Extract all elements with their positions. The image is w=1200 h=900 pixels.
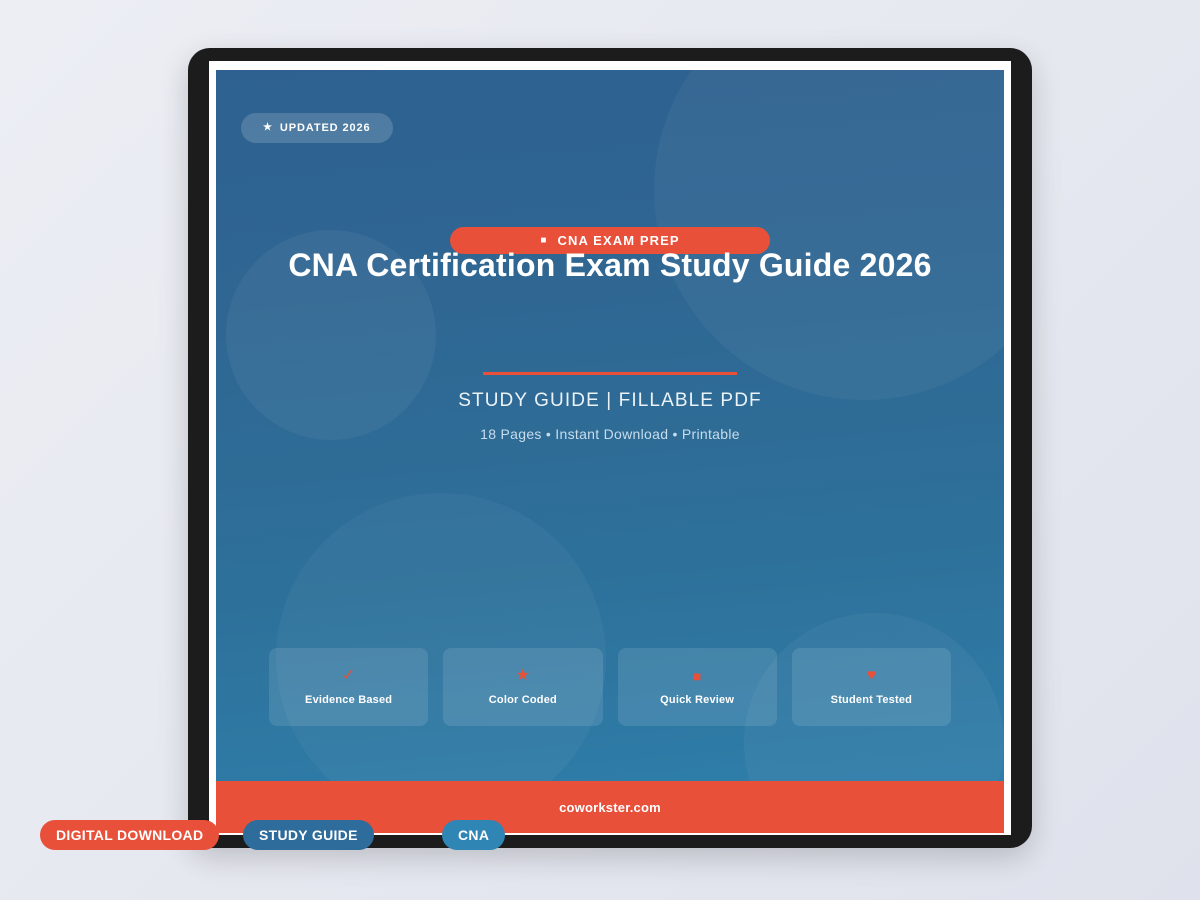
- check-icon: ✓: [341, 667, 356, 684]
- list-item: [618, 648, 777, 726]
- tag-study-guide: STUDY GUIDE: [243, 820, 374, 850]
- star-icon: ★: [263, 122, 273, 133]
- updated-badge-label: UPDATED 2026: [279, 122, 371, 134]
- tag-cna: CNA: [442, 820, 505, 850]
- square-icon: ■: [540, 234, 548, 246]
- feature-label: Student Tested: [830, 694, 913, 706]
- device-screen: [209, 61, 1011, 835]
- poster-subtitle: STUDY GUIDE | FILLABLE PDF: [458, 390, 762, 411]
- updated-badge: [241, 113, 393, 143]
- poster-canvas: [216, 70, 1004, 833]
- square-icon: ■: [692, 668, 702, 684]
- feature-list: [269, 648, 951, 726]
- poster-meta: 18 Pages • Instant Download • Printable: [480, 426, 740, 442]
- heart-icon: ♥: [866, 667, 877, 684]
- exam-prep-badge-label: CNA EXAM PREP: [557, 233, 680, 248]
- footer-website: coworkster.com: [559, 799, 661, 815]
- feature-label: Quick Review: [660, 694, 735, 706]
- feature-label: Evidence Based: [305, 694, 393, 706]
- feature-label: Color Coded: [488, 694, 557, 706]
- page-title: CNA Certification Exam Study Guide 2026: [288, 247, 932, 283]
- device-frame: [188, 48, 1032, 848]
- list-item: [443, 648, 602, 726]
- tag-digital-download: DIGITAL DOWNLOAD: [40, 820, 219, 850]
- list-item: [792, 648, 951, 726]
- star-icon: ★: [515, 667, 531, 684]
- list-item: [269, 648, 428, 726]
- title-divider: [483, 372, 737, 375]
